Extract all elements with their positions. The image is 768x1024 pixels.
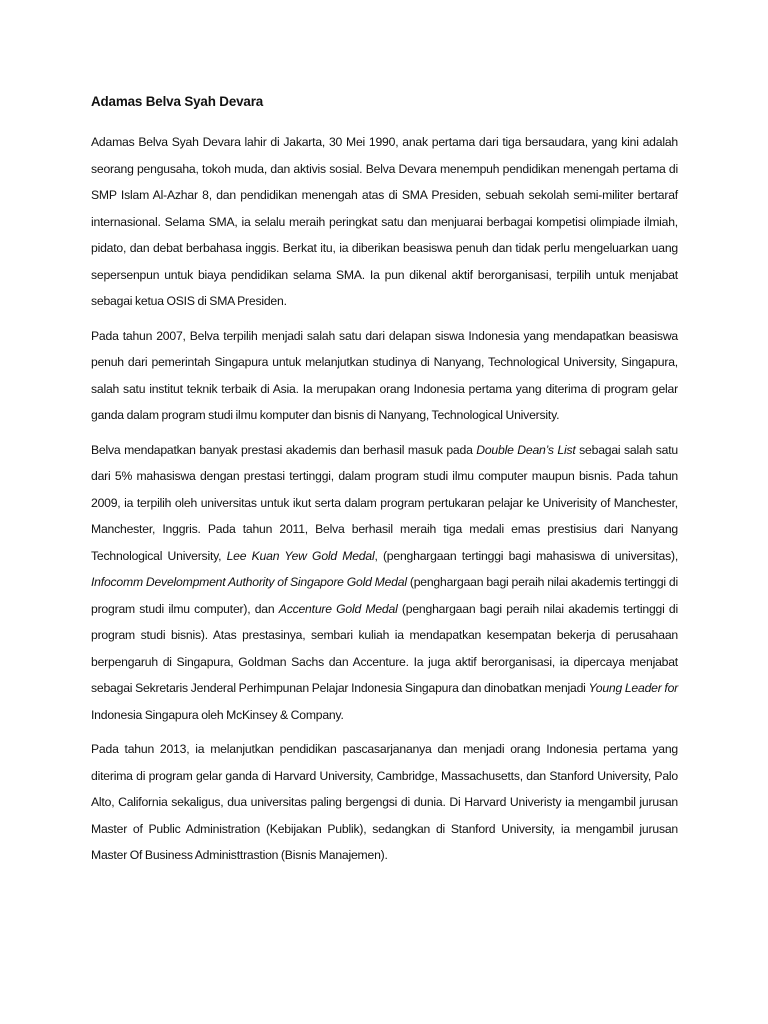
italic-infocomm-medal: Infocomm Develompment Authority of Singapore Gold Medal [91, 575, 407, 589]
italic-double-deans-list: Double Dean’s List [476, 442, 576, 457]
italic-lee-kuan-yew-medal: Lee Kuan Yew Gold Medal [226, 548, 375, 563]
paragraph-graduate-studies: Pada tahun 2013, ia melanjutkan pendidikan pascasarjananya dan menjadi orang Indonesia pertama yang diterima di program gelar ganda di Harvard University, Cambridge, Massachusetts, dan Stanford University, Palo Alto, California sekaligus, dua universitas paling bergengsi di dunia. Di Harvard Univeristy ia mengambil jurusan Master of Public Administration (Kebijakan Publik), sedangkan di Stanford University, ia mengambil jurusan Master Of Business Administtrastion (Bisnis Manajemen). [91, 742, 678, 862]
text-segment: sebagai salah satu dari 5% mahasiswa dengan prestasi tertinggi, dalam program studi ilmu computer maupun bisnis. Pada tahun 2009, ia terpilih oleh universitas untuk ikut serta dalam program pertukaran pelajar ke Univerisity of Manchester, Manchester, Inggris. Pada tahun 2011, Belva berhasil meraih tiga medali emas prestisius dari Nanyang Technological University, [91, 442, 678, 563]
italic-accenture-medal: Accenture Gold Medal [278, 601, 398, 616]
text-segment: (penghargaan bagi peraih nilai akademis tertinggi di program studi ilmu computer), dan [91, 575, 679, 616]
text-segment: Indonesia Singapura oleh McKinsey & Company. [91, 707, 344, 722]
document-page [91, 92, 678, 877]
italic-young-leader: Young Leader for [588, 681, 678, 695]
paragraph-ntu: Pada tahun 2007, Belva terpilih menjadi salah satu dari delapan siswa Indonesia yang mendapatkan beasiswa penuh dari pemerintah Singapura untuk melanjutkan studinya di Nanyang, Technological University, Singapura, salah satu institut teknik terbaik di Asia. Ia merupakan orang Indonesia pertama yang diterima di program gelar ganda dalam program studi ilmu komputer dan bisnis di Nanyang, Technological University. [91, 328, 678, 422]
text-segment: Belva mendapatkan banyak prestasi akademis dan berhasil masuk pada [91, 442, 477, 457]
text-segment: (penghargaan bagi peraih nilai akademis tertinggi di program studi bisnis). Atas prestasinya, sembari kuliah ia mendapatkan kesempatan bekerja di perusahaan berpengaruh di Singapura, Goldman Sachs dan Accenture. Ia juga aktif berorganisasi, ia dipercaya menjabat sebagai Sekretaris Jenderal Perhimpunan Pelajar Indonesia Singapura dan dinobatkan menjadi [91, 601, 679, 695]
paragraph-achievements [91, 437, 678, 729]
document-title: Adamas Belva Syah Devara [91, 94, 264, 109]
text-segment: , (penghargaan tertinggi bagi mahasiswa di universitas), [374, 548, 679, 563]
paragraph-early-life: Adamas Belva Syah Devara lahir di Jakarta, 30 Mei 1990, anak pertama dari tiga bersaudara, yang kini adalah seorang pengusaha, tokoh muda, dan aktivis sosial. Belva Devara menempuh pendidikan menengah pertama di SMP Islam Al-Azhar 8, dan pendidikan menengah atas di SMA Presiden, sebuah sekolah semi-militer bertaraf internasional. Selama SMA, ia selalu meraih peringkat satu dan menjuarai berbagai kompetisi olimpiade ilmiah, pidato, dan debat berbahasa inggis. Berkat itu, ia diberikan beasiswa penuh dan tidak perlu mengeluarkan uang sepersenpun untuk biaya pendidikan selama SMA. Ia pun dikenal aktif berorganisasi, terpilih untuk menjabat sebagai ketua OSIS di SMA Presiden. [91, 135, 678, 308]
